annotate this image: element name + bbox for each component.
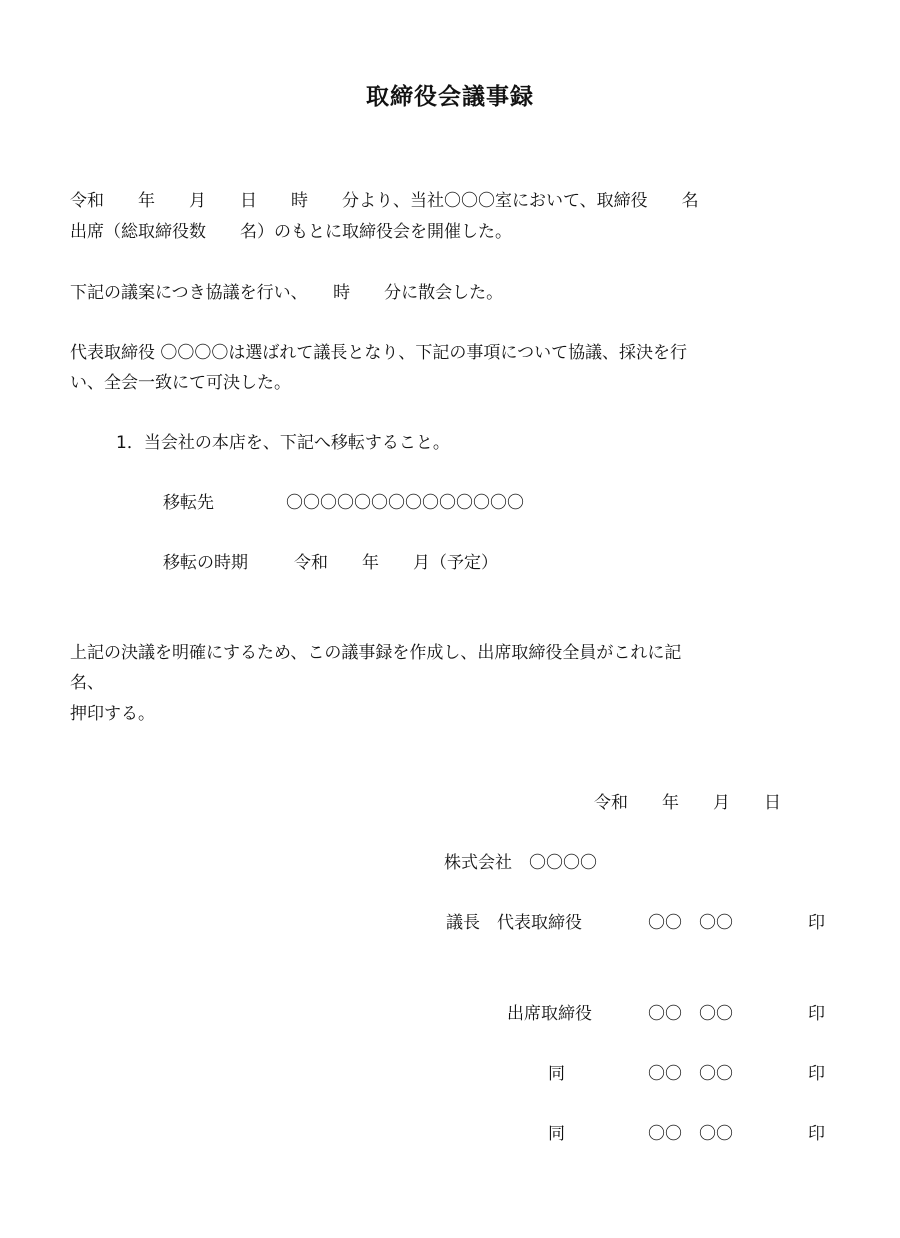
company-name: 株式会社 〇〇〇〇 — [444, 853, 597, 873]
attendee-seal: 印 — [808, 1004, 825, 1024]
same-label-1: 同 — [548, 1064, 565, 1084]
relocation-destination-label: 移転先 — [163, 493, 214, 513]
chair-name: 〇〇 〇〇 — [648, 913, 733, 933]
attendee-label: 出席取締役 — [507, 1004, 592, 1024]
chair-seal: 印 — [808, 913, 825, 933]
para2: 下記の議案につき協議を行い、 時 分に散会した。 — [70, 283, 504, 303]
para3-line2: い、全会一致にて可決した。 — [70, 373, 291, 393]
chair-label: 議長 代表取締役 — [446, 913, 582, 933]
same-seal-1: 印 — [808, 1064, 825, 1084]
signature-date: 令和 年 月 日 — [594, 793, 781, 813]
document-title: 取締役会議事録 — [366, 84, 534, 110]
agenda-item-1: 1．当会社の本店を、下記へ移転すること。 — [116, 433, 450, 453]
relocation-time-value: 令和 年 月（予定） — [294, 553, 498, 573]
para1-line2: 出席（総取締役数 名）のもとに取締役会を開催した。 — [70, 222, 512, 242]
same-name-2: 〇〇 〇〇 — [648, 1124, 733, 1144]
attendee-name: 〇〇 〇〇 — [648, 1004, 733, 1024]
closing-line2: 名、 — [70, 673, 104, 693]
relocation-destination-value: 〇〇〇〇〇〇〇〇〇〇〇〇〇〇 — [286, 493, 524, 513]
para3-line1: 代表取締役 〇〇〇〇は選ばれて議長となり、下記の事項について協議、採決を行 — [70, 343, 688, 363]
para1-line1: 令和 年 月 日 時 分より、当社〇〇〇室において、取締役 名 — [70, 191, 699, 211]
closing-line3: 押印する。 — [70, 704, 155, 724]
same-label-2: 同 — [548, 1124, 565, 1144]
same-name-1: 〇〇 〇〇 — [648, 1064, 733, 1084]
same-seal-2: 印 — [808, 1124, 825, 1144]
closing-line1: 上記の決議を明確にするため、この議事録を作成し、出席取締役全員がこれに記 — [70, 643, 682, 663]
relocation-time-label: 移転の時期 — [163, 553, 248, 573]
